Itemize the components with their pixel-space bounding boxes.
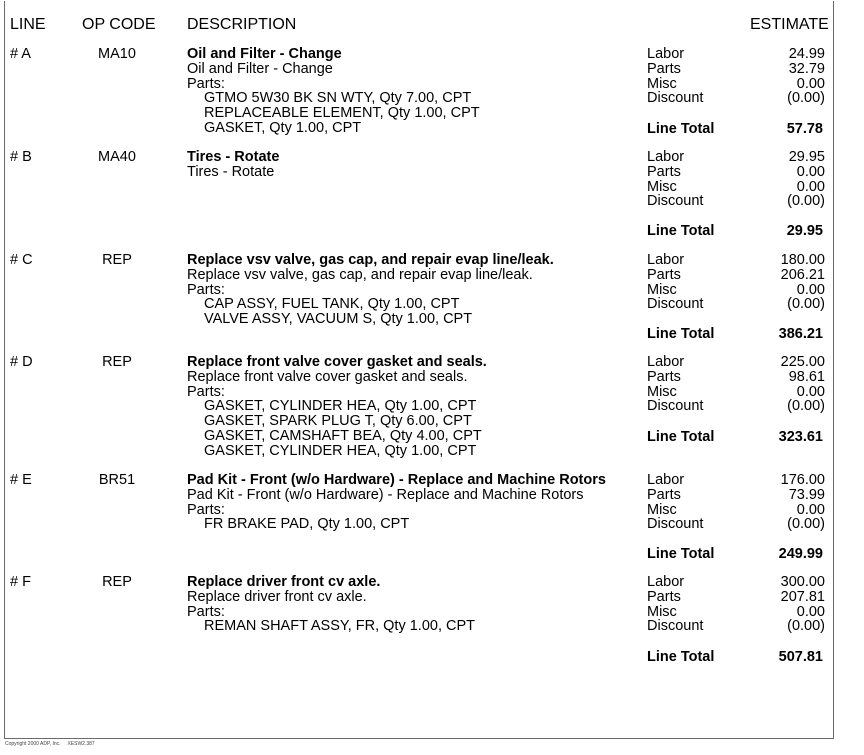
parts-amount: 98.61 — [788, 368, 825, 385]
discount-amount: (0.00) — [787, 193, 825, 210]
op-code: MA40 — [98, 149, 136, 165]
line-number: # C — [10, 252, 33, 268]
misc-amount: 0.00 — [796, 501, 825, 518]
labor-amount: 225.00 — [780, 354, 825, 370]
line-description — [187, 355, 607, 459]
parts-label: Parts — [647, 486, 681, 503]
parts-amount: 0.00 — [796, 163, 825, 180]
part-item: GASKET, CYLINDER HEA, Qty 1.00, CPT — [204, 442, 477, 459]
part-item: GTMO 5W30 BK SN WTY, Qty 7.00, CPT — [204, 90, 472, 107]
line-total-amount: 29.95 — [786, 223, 823, 239]
op-code: REP — [102, 354, 132, 370]
parts-heading: Parts: — [187, 281, 225, 298]
line-title: Replace front valve cover gasket and seals. — [187, 354, 487, 370]
line-title: Pad Kit - Front (w/o Hardware) - Replace and Machine Rotors — [187, 472, 606, 488]
footer-copyright: Copyright 2000 ADP, Inc. — [5, 741, 61, 747]
estimate-row-labor — [647, 355, 825, 370]
parts-heading: Parts: — [187, 501, 225, 518]
header-op-code: OP CODE — [82, 16, 156, 33]
line-description — [187, 473, 607, 532]
estimate-breakdown — [647, 355, 825, 414]
line-total-label: Line Total — [647, 546, 715, 562]
parts-heading: Parts: — [187, 383, 225, 400]
parts-label: Parts — [647, 60, 681, 77]
line-total-label: Line Total — [647, 223, 715, 239]
estimate-row-misc — [647, 605, 825, 620]
misc-amount: 0.00 — [796, 178, 825, 195]
line-total-amount: 57.78 — [786, 121, 823, 137]
estimate-row-parts — [647, 268, 825, 283]
line-total-label: Line Total — [647, 326, 715, 342]
part-item: REMAN SHAFT ASSY, FR, Qty 1.00, CPT — [204, 618, 476, 635]
discount-label: Discount — [647, 618, 704, 635]
line-number: # A — [10, 46, 31, 62]
parts-amount: 207.81 — [780, 588, 825, 605]
footer-code: XESW2.387 — [67, 741, 95, 747]
labor-label: Labor — [647, 354, 685, 370]
line-total-label: Line Total — [647, 649, 715, 665]
estimate-row-parts — [647, 165, 825, 180]
labor-label: Labor — [647, 574, 685, 590]
parts-list — [187, 517, 607, 532]
misc-label: Misc — [647, 383, 677, 400]
discount-amount: (0.00) — [787, 516, 825, 533]
discount-amount: (0.00) — [787, 296, 825, 313]
line-detail: Pad Kit - Front (w/o Hardware) - Replace and Machine Rotors — [187, 486, 584, 503]
misc-amount: 0.00 — [796, 75, 825, 92]
op-code: REP — [102, 574, 132, 590]
labor-label: Labor — [647, 46, 685, 62]
estimate-row-discount — [647, 517, 825, 532]
misc-label: Misc — [647, 75, 677, 92]
parts-label: Parts — [647, 588, 681, 605]
line-detail: Tires - Rotate — [187, 163, 275, 180]
estimate-row-discount — [647, 399, 825, 414]
line-total-label: Line Total — [647, 121, 715, 137]
part-item: GASKET, Qty 1.00, CPT — [204, 119, 362, 136]
part-item: GASKET, SPARK PLUG T, Qty 6.00, CPT — [204, 413, 472, 430]
estimate-row-labor — [647, 253, 825, 268]
part-item: GASKET, CYLINDER HEA, Qty 1.00, CPT — [204, 398, 477, 415]
estimate-row-labor — [647, 575, 825, 590]
discount-amount: (0.00) — [787, 90, 825, 107]
estimate-row-labor — [647, 150, 825, 165]
misc-label: Misc — [647, 281, 677, 298]
estimate-breakdown — [647, 253, 825, 312]
line-total-row — [647, 121, 823, 137]
parts-label: Parts — [647, 163, 681, 180]
line-total-amount: 386.21 — [778, 326, 823, 342]
line-number: # E — [10, 472, 32, 488]
estimate-row-misc — [647, 77, 825, 92]
misc-label: Misc — [647, 501, 677, 518]
labor-amount: 29.95 — [788, 149, 825, 165]
line-total-row — [647, 649, 823, 665]
estimate-breakdown — [647, 575, 825, 634]
line-total-row — [647, 546, 823, 562]
header-estimate: ESTIMATE — [750, 16, 829, 33]
discount-amount: (0.00) — [787, 618, 825, 635]
line-detail: Replace vsv valve, gas cap, and repair evap line/leak. — [187, 266, 533, 283]
line-title: Oil and Filter - Change — [187, 46, 342, 62]
parts-amount: 73.99 — [788, 486, 825, 503]
part-item: GASKET, CAMSHAFT BEA, Qty 4.00, CPT — [204, 427, 482, 444]
part-item: CAP ASSY, FUEL TANK, Qty 1.00, CPT — [204, 296, 460, 313]
part-item: FR BRAKE PAD, Qty 1.00, CPT — [204, 516, 410, 533]
part-item: VALVE ASSY, VACUUM S, Qty 1.00, CPT — [204, 311, 473, 328]
line-detail: Oil and Filter - Change — [187, 60, 333, 77]
estimate-row-misc — [647, 283, 825, 298]
line-title: Replace vsv valve, gas cap, and repair evap line/leak. — [187, 252, 554, 268]
discount-label: Discount — [647, 516, 704, 533]
labor-amount: 300.00 — [780, 574, 825, 590]
discount-label: Discount — [647, 193, 704, 210]
estimate-row-parts — [647, 62, 825, 77]
parts-list — [187, 399, 607, 458]
op-code: REP — [102, 252, 132, 268]
labor-amount: 176.00 — [780, 472, 825, 488]
misc-label: Misc — [647, 603, 677, 620]
discount-label: Discount — [647, 90, 704, 107]
line-title: Tires - Rotate — [187, 149, 280, 165]
labor-label: Labor — [647, 472, 685, 488]
part-item: REPLACEABLE ELEMENT, Qty 1.00, CPT — [204, 105, 480, 122]
labor-amount: 180.00 — [780, 252, 825, 268]
misc-amount: 0.00 — [796, 281, 825, 298]
estimate-row-discount — [647, 91, 825, 106]
discount-label: Discount — [647, 296, 704, 313]
line-total-row — [647, 326, 823, 342]
line-description — [187, 575, 607, 634]
labor-label: Labor — [647, 149, 685, 165]
line-number: # B — [10, 149, 32, 165]
line-detail: Replace driver front cv axle. — [187, 588, 367, 605]
misc-amount: 0.00 — [796, 603, 825, 620]
line-total-amount: 507.81 — [778, 649, 823, 665]
parts-heading: Parts: — [187, 603, 225, 620]
labor-label: Labor — [647, 252, 685, 268]
estimate-row-parts — [647, 370, 825, 385]
parts-list — [187, 297, 607, 327]
line-total-row — [647, 223, 823, 239]
misc-amount: 0.00 — [796, 383, 825, 400]
header-description: DESCRIPTION — [187, 16, 297, 33]
estimate-row-discount — [647, 297, 825, 312]
estimate-row-misc — [647, 180, 825, 195]
op-code: BR51 — [98, 472, 136, 488]
estimate-breakdown — [647, 150, 825, 209]
misc-label: Misc — [647, 178, 677, 195]
line-total-amount: 249.99 — [778, 546, 823, 562]
line-number: # F — [10, 574, 31, 590]
labor-amount: 24.99 — [788, 46, 825, 62]
line-total-label: Line Total — [647, 429, 715, 445]
estimate-row-labor — [647, 47, 825, 62]
parts-heading: Parts: — [187, 75, 225, 92]
parts-amount: 206.21 — [780, 266, 825, 283]
line-total-amount: 323.61 — [778, 429, 823, 445]
parts-amount: 32.79 — [788, 60, 825, 77]
parts-label: Parts — [647, 368, 681, 385]
line-title: Replace driver front cv axle. — [187, 574, 381, 590]
line-detail: Replace front valve cover gasket and seals. — [187, 368, 468, 385]
estimate-row-parts — [647, 488, 825, 503]
estimate-breakdown — [647, 47, 825, 106]
header-line: LINE — [10, 16, 46, 33]
discount-label: Discount — [647, 398, 704, 415]
line-description — [187, 47, 607, 136]
estimate-row-misc — [647, 503, 825, 518]
estimate-breakdown — [647, 473, 825, 532]
op-code: MA10 — [98, 46, 136, 62]
parts-list — [187, 91, 607, 135]
parts-list — [187, 619, 607, 634]
line-number: # D — [10, 354, 33, 370]
estimate-row-parts — [647, 590, 825, 605]
estimate-row-discount — [647, 619, 825, 634]
estimate-row-labor — [647, 473, 825, 488]
line-description — [187, 150, 607, 180]
parts-label: Parts — [647, 266, 681, 283]
line-description — [187, 253, 607, 327]
footer — [5, 741, 95, 747]
line-total-row — [647, 429, 823, 445]
discount-amount: (0.00) — [787, 398, 825, 415]
estimate-row-misc — [647, 385, 825, 400]
estimate-row-discount — [647, 194, 825, 209]
